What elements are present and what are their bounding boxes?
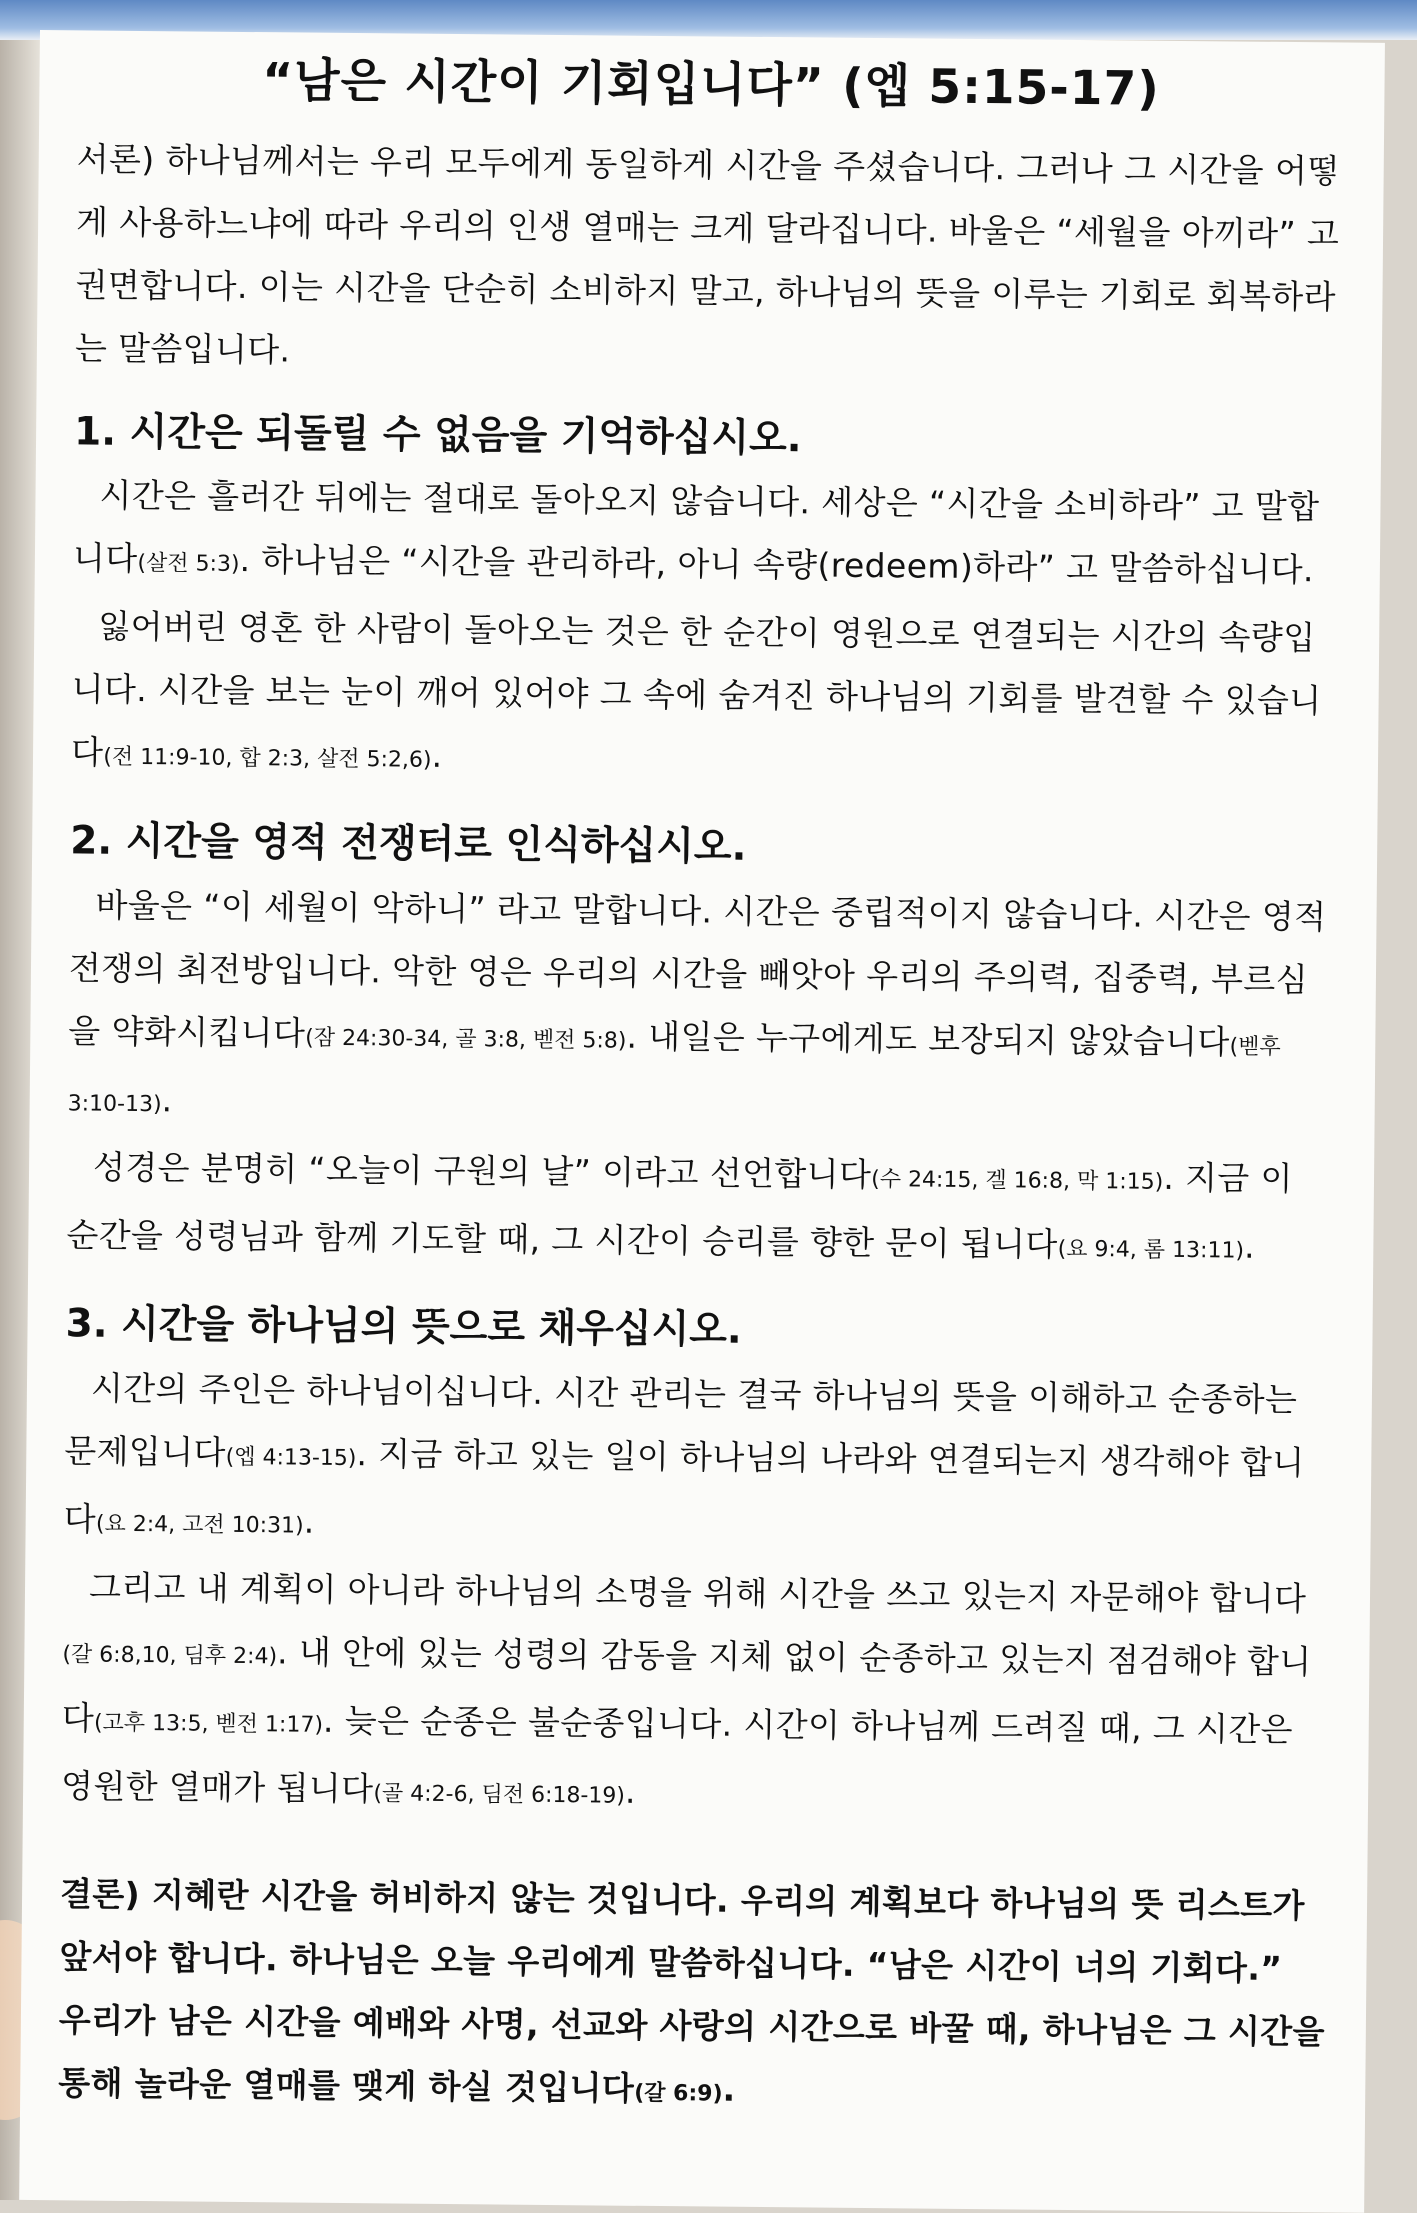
citation: (갈 6:9) [634,2080,723,2107]
text: . [161,1080,173,1120]
section-2-paragraph-1 [67,873,1336,1147]
text: 성경은 분명히 “오늘이 구원의 날” 이라고 선언합니다 [92,1147,872,1195]
section-2-paragraph-2 [66,1135,1334,1283]
section-1-paragraph-2 [71,595,1340,801]
text: . 내일은 누구에게도 보장되지 않았습니다 [626,1016,1230,1062]
citation: (고후 13:5, 벧전 1:17) [93,1710,324,1738]
text: . [1243,1226,1256,1266]
text: 그리고 내 계획이 아니라 하나님의 소명을 위해 시간을 쓰고 있는지 자문해야 합니다 [88,1567,1307,1619]
section-1 [71,407,1342,801]
text: 바울은 “이 세월이 악하니” 라고 말합니다. 시간은 중립적이지 않습니다. 시간은 영적 전쟁의 최전방입니다. 악한 영은 우리의 시간을 빼앗아 우리의 주의력, 집중력, 부르심을 약화시킵니다 [68,885,1327,1053]
text: . 지금 하고 있는 일이 하나님의 나라와 연결되는지 생각해야 합니다 [63,1433,1305,1539]
section-2-heading: 2. 시간을 영적 전쟁터로 인식하십시오. [69,818,747,871]
citation: (요 2:4, 고전 10:31) [95,1511,304,1539]
sermon-title: “남은 시간이 기회입니다” (엡 5:15-17) [262,53,1160,117]
text: . [303,1501,315,1541]
section-3 [61,1299,1333,1834]
text: . 내 안에 있는 성령의 감동을 지체 없이 순종하고 있는지 점검해야 합니다 [61,1632,1312,1738]
text: 시간의 주인은 하나님이십니다. 시간 관리는 결국 하나님의 뜻을 이해하고 순종하는 문제입니다 [64,1368,1298,1472]
citation: (요 9:4, 롬 13:11) [1057,1236,1245,1264]
section-2 [66,817,1337,1284]
citation: (살전 5:3) [137,551,240,578]
text: 시간은 흘러간 뒤에는 절대로 돌아오지 않습니다. 세상은 “시간을 소비하라” 고 말합니다 [72,476,1320,579]
text: . [624,1771,637,1811]
text: 결론) 지혜란 시간을 허비하지 않는 것입니다. 우리의 계획보다 하나님의 뜻 리스트가 앞서야 합니다. 하나님은 오늘 우리에게 말씀하십니다. “남은 시간이 너의 기회다.” 우리가 남은 시간을 예배와 사명, 선교와 사랑의 시간으로 바꿀 때, 하나님은 그 시간을 통해 놀라운 열매를 맺게 하실 것입니다 [58,1874,1326,2108]
citation: (골 4:2-6, 딤전 6:18-19) [373,1781,626,1809]
section-3-paragraph-2 [61,1555,1331,1834]
citation: (수 24:15, 겔 16:8, 막 1:15) [871,1167,1164,1195]
text: . [722,2069,736,2109]
citation: (전 11:9-10, 합 2:3, 살전 5:2,6) [103,745,432,774]
text: . [431,736,443,776]
section-3-heading: 3. 시간을 하나님의 뜻으로 채우십시오. [65,1301,742,1353]
text: . 하나님은 “시간을 관리하라, 아니 속량(redeem)하라” 고 말씀하십니다. [239,540,1315,590]
conclusion-paragraph [58,1862,1327,2131]
text: . 지금 이 순간을 성령님과 함께 기도할 때, 그 시간이 승리를 향한 문이 됩니다 [66,1157,1293,1264]
citation: (갈 6:8,10, 딤후 2:4) [62,1642,278,1670]
section-3-paragraph-1 [63,1356,1332,1567]
section-1-paragraph-1 [73,464,1341,607]
text: 잃어버린 영혼 한 사람이 돌아오는 것은 한 순간이 영원으로 연결되는 시간의 속량입니다. 시간을 보는 눈이 깨어 있어야 그 속에 숨겨진 하나님의 기회를 발견할 수 있습니다 [70,607,1322,773]
intro-paragraph: 서론) 하나님께서는 우리 모두에게 동일하게 시간을 주셨습니다. 그러나 그 시간을 어떻게 사용하느냐에 따라 우리의 인생 열매는 크게 달라집니다. 바울은 “세월을 아끼라” 고 권면합니다. 이는 시간을 단순히 소비하지 말고, 하나님의 뜻을 이루는 기회로 회복하라는 말씀입니다. [74,139,1340,370]
text: . 늦은 순종은 불순종입니다. 시간이 하나님께 드려질 때, 그 시간은 영원한 열매가 됩니다 [60,1700,1294,1809]
citation: (엡 4:13-15) [225,1444,357,1471]
section-1-heading: 1. 시간은 되돌릴 수 없음을 기억하십시오. [73,409,802,462]
citation: (벧후 3:10-13) [67,1034,1281,1118]
sermon-sheet [19,30,1385,2213]
citation: (잠 24:30-34, 골 3:8, 벧전 5:8) [305,1025,627,1054]
